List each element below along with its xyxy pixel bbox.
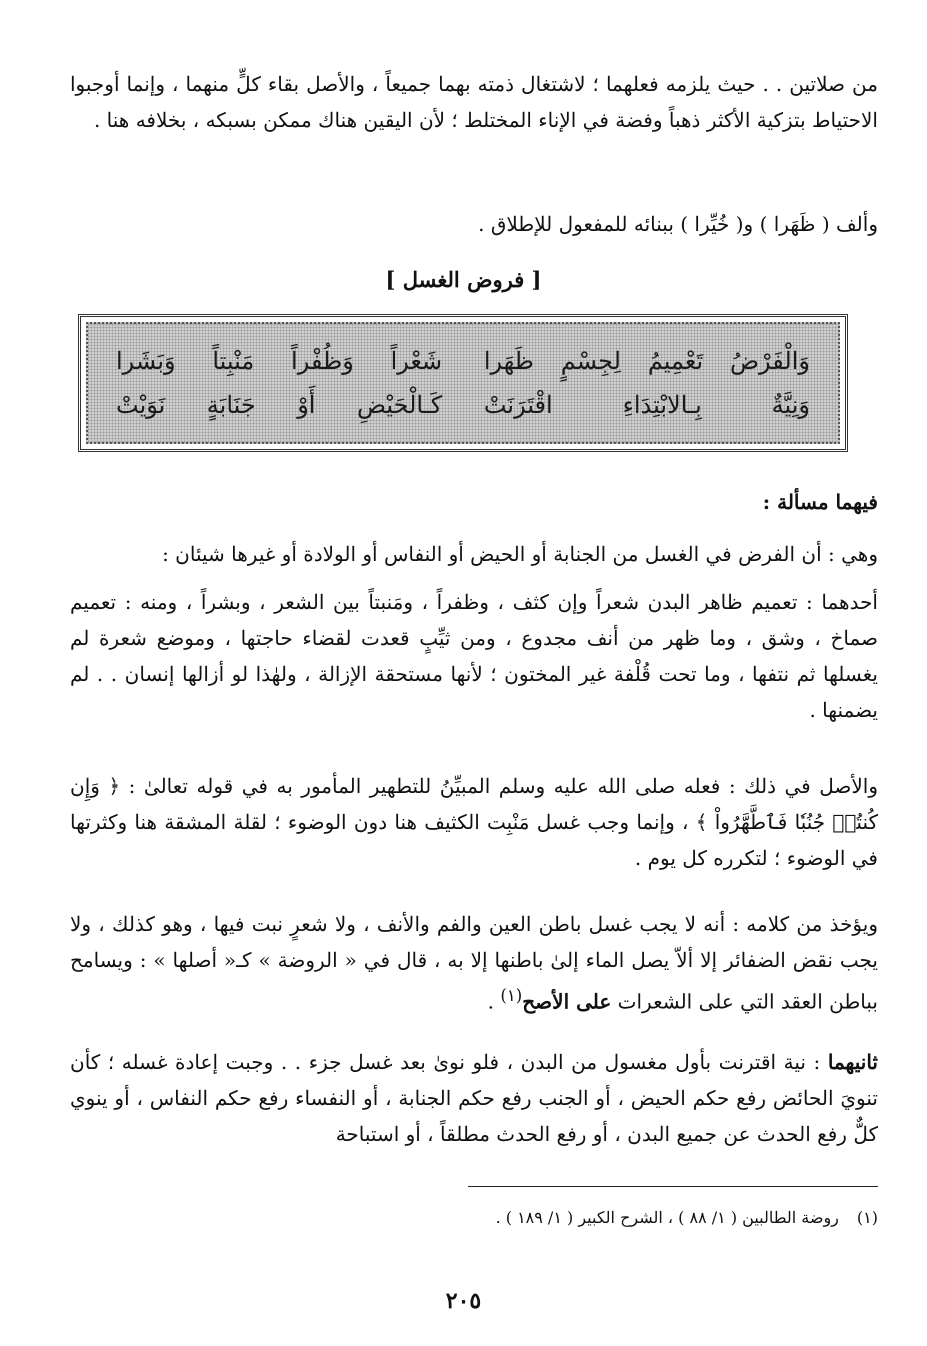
verse-1-second-hemistich: شَعْراً وَظُفْراً مَنْبِتاً وَبَشَرا xyxy=(116,347,443,375)
inference-end: . xyxy=(487,989,501,1014)
verse-line-2 xyxy=(116,383,810,427)
paragraph-two-obligations: وهي : أن الفرض في الغسل من الجنابة أو الحيض أو النفاس أو الولادة أو غيرها شيئان : xyxy=(162,542,878,566)
second-obligation-lead: ثانيهما xyxy=(827,1050,878,1074)
footnote xyxy=(70,1206,878,1230)
verse-2-second-hemistich: كَـالْحَيْضِ أَوْ جَنَابَةٍ نَوَيْتْ xyxy=(116,391,443,419)
poem-verses xyxy=(86,322,840,444)
paragraph-alif-note: وألف ( ظَهَرا ) و( خُيِّرا ) ببنائه للمفعول للإطلاق . xyxy=(478,212,878,236)
paragraph-issue-heading xyxy=(70,484,878,520)
section-title: [ فروض الغسل ] xyxy=(385,267,542,292)
paragraph-inference xyxy=(70,906,878,1020)
verse-1-first-hemistich: وَالْفَرْضُ تَعْمِيمُ لِجِسْمٍ ظَهَرا xyxy=(483,347,810,375)
verse-line-1 xyxy=(116,339,810,383)
issue-lead: فيهما مسألة : xyxy=(762,490,878,514)
page-number: ٢٠٥ xyxy=(445,1288,482,1314)
inference-text: ويؤخذ من كلامه : أنه لا يجب غسل باطن العين والفم والأنف ، ولا شعرٍ نبت فيها ، وهو كذلك ، ولا يجب نقض الضفائر إلا ألاّ يصل الماء إلىٰ باطنها إلا به ، قال في « الروضة » كـ« أصلها » : ويسامح بباطن العقد التي على الشعرات xyxy=(70,912,878,1014)
footnote-text: روضة الطالبين ( ١/ ٨٨ ) ، الشرح الكبير ( ١/ ١٨٩ ) . xyxy=(495,1208,839,1227)
poem-frame xyxy=(78,314,848,452)
paragraph-second-obligation xyxy=(70,1044,878,1152)
inference-emphasis: على الأصح xyxy=(522,989,612,1014)
paragraph-evidence: والأصل في ذلك : فعله صلى الله عليه وسلم المبيِّنُ للتطهير المأمور به في قوله تعالىٰ : ﴿ وَإِن كُنتُمۡ جُنُبٗا فَٱطَّهَّرُواْ ﴾ ، وإنما وجب غسل مَنْبِت الكثيف هنا دون الوضوء ؛ لقلة المشقة هنا وكثرتها في الوضوء ؛ لتكرره كل يوم . xyxy=(70,774,878,870)
verse-2-first-hemistich: وَنِيَّةٌ بِـالابْتِدَاءِ اقْتَرَنَتْ xyxy=(483,391,810,419)
paragraph-first-obligation: أحدهما : تعميم ظاهر البدن شعراً وإن كثف ، وظفراً ، ومَنبتاً بين الشعر ، وبشراً ، ومنه : تعميم صماخ ، وشق ، وما ظهر من أنف مجدوع ، ومن ثيِّبٍ قعدت لقضاء حاجتها ، وموضع شعرة لم يغسلها ثم نتفها ، وما تحت قُلْفة غير المختون ؛ لأنها مستحقة الإزالة ، ولهٰذا لو أزالها إنسان . . لم يضمنها . xyxy=(70,590,878,722)
footnote-number: (١) xyxy=(856,1208,878,1227)
footnote-divider xyxy=(468,1186,878,1187)
second-obligation-text: : نية اقترنت بأول مغسول من البدن ، فلو نوىٰ بعد غسل جزء . . وجبت إعادة غسله ؛ كأن تنويَ الحائض رفع حكم الحيض ، أو الجنب رفع حكم الجنابة ، أو النفساء رفع حكم النفاس ، أو ينوي كلٌّ رفع الحدث عن جميع البدن ، أو رفع الحدث مطلقاً ، أو استباحة xyxy=(70,1050,878,1146)
footnote-reference[interactable]: (١) xyxy=(500,986,523,1005)
paragraph-intro: من صلاتين . . حيث يلزمه فعلهما ؛ لاشتغال ذمته بهما جميعاً ، والأصل بقاء كلٍّ منهما ، وإنما أوجبوا الاحتياط بتزكية الأكثر ذهباً وفضة في الإناء المختلط ؛ لأن اليقين هناك ممكن بسبكه ، بخلافه هنا . xyxy=(70,72,878,132)
